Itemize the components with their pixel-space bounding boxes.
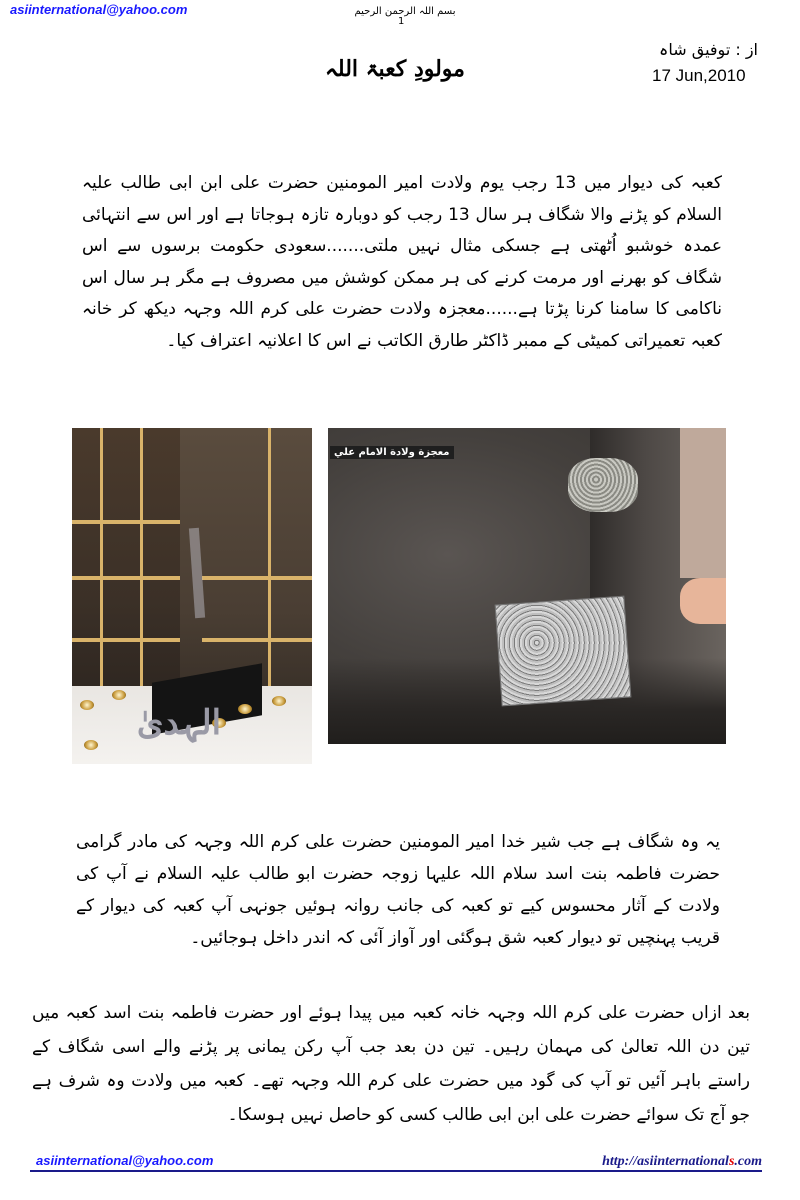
gold-band <box>72 576 180 580</box>
publish-date: 17 Jun,2010 <box>652 66 746 85</box>
paragraph-1: کعبہ کی دیوار میں 13 رجب یوم ولادت امیر المومنین حضرت علی ابن ابی طالب علیہ السلام کو پڑنے والا شگاف ہر سال 13 رجب کو دوبارہ تازہ ہوجاتا ہے اور اس سے انتہائی عمدہ خوشبو اُٹھتی ہے جسکی مثال نہیں ملتی.......سعودی حکومت برسوں سے اس شگاف کو بھرنے اور مرمت کرنے کی ہر ممکن کوشش میں مصروف ہے مگر ہر سال اس ناکامی کا سامنا کرنا پڑتا ہے......معجزہ ولادت حضرت علی کرم اللہ وجہہ دیکھ کر خانہ کعبہ تعمیراتی کمیٹی کے ممبر ڈاکٹر طارق الکاتب نے اس کا اعلانیہ اعتراف کیا۔ <box>82 173 723 351</box>
paragraph-3: بعد ازاں حضرت علی کرم اللہ وجہہ خانہ کعبہ میں پیدا ہوئے اور حضرت فاطمہ بنت اسد کعبہ میں تین دن اللہ تعالیٰ کی مہمان رہیں۔ تین دن بعد جب آپ رکن یمانی پر پڑنے والے اسی شگاف کے راستے باہر آئیں تو آپ کی گود میں حضرت علی کرم اللہ وجہہ تھے۔ کعبہ میں ولادت وہ شرف ہے جو آج تک سوائے حضرت علی ابن ابی طالب کسی کو حاصل نہیں ہوسکا۔ <box>32 1003 750 1125</box>
alhuda-logo: الہدیٰ <box>136 703 222 743</box>
gold-band <box>268 428 271 690</box>
photo-caption: معجزة ولادة الامام علي <box>330 446 454 459</box>
silver-stud <box>238 704 252 714</box>
gold-band <box>202 576 312 580</box>
url-suffix: .com <box>734 1154 762 1169</box>
gold-band <box>100 428 103 708</box>
gold-band <box>140 428 143 708</box>
silver-stud <box>272 696 286 706</box>
author-line: از : توفیق شاہ <box>658 40 758 59</box>
silver-stud <box>80 700 94 710</box>
url-prefix: http://asiinternational <box>602 1154 729 1169</box>
paragraph-2: یہ وہ شگاف ہے جب شیر خدا امیر المومنین حضرت علی کرم اللہ وجہہ کی مادر گرامی حضرت فاطمہ بنت اسد سلام اللہ علیہا زوجہ حضرت ابو طالب علیہ السلام نے آپ کی ولادت کے آثار محسوس کیے تو کعبہ کی جانب روانہ ہوئیں جونہی آپ کعبہ کی دیوار کے قریب پہنچیں تو دیوار کعبہ شق ہوگئی اور آواز آئی کہ اندر داخل ہوجائیں۔ <box>76 832 720 948</box>
page-number: 1 <box>398 16 405 27</box>
hand <box>680 578 726 624</box>
footer-website-link[interactable] <box>602 1154 762 1170</box>
header-email-link[interactable]: asiinternational@yahoo.com <box>10 2 188 17</box>
bismillah-text: بسم اللہ الرحمن الرحیم <box>354 6 456 17</box>
gold-band <box>202 638 312 642</box>
footer-email-link[interactable]: asiinternational@yahoo.com <box>36 1153 214 1168</box>
page-title: مولودِ کعبۃ اللہ <box>325 56 465 82</box>
miracle-crack-photo <box>328 428 726 744</box>
url-highlight: s <box>728 1154 735 1169</box>
silver-stud <box>84 740 98 750</box>
sleeve <box>680 428 726 578</box>
gold-band <box>72 520 180 524</box>
granite-patch-top <box>568 458 638 512</box>
gold-band <box>72 638 180 642</box>
granite-patch <box>495 596 632 707</box>
footer-divider <box>30 1170 762 1172</box>
kaaba-wall-left <box>72 428 184 718</box>
silver-stud <box>112 690 126 700</box>
